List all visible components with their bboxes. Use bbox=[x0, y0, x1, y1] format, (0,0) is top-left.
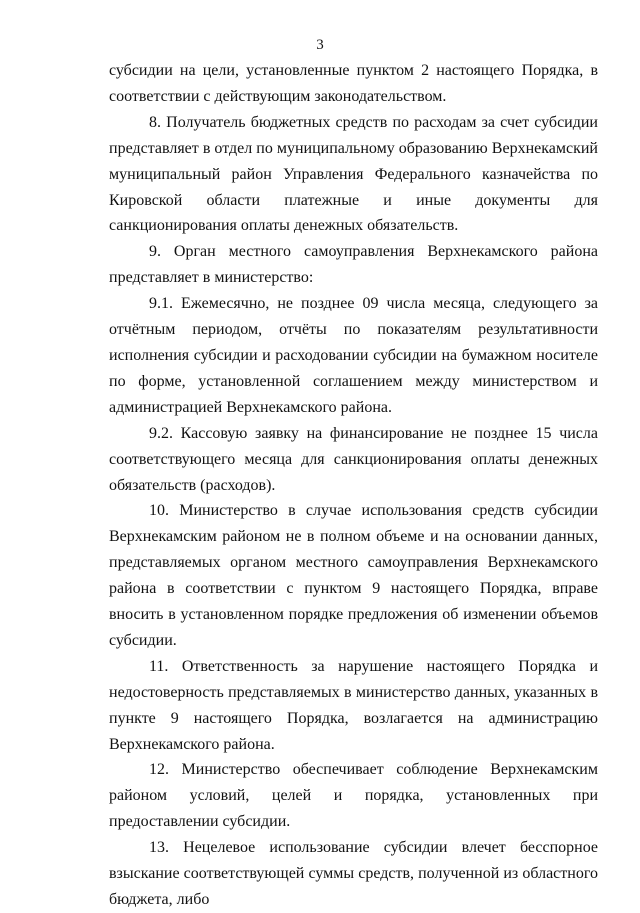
body-text bbox=[109, 58, 598, 913]
paragraph-item-11: 11. Ответственность за нарушение настоящего Порядка и недостоверность представляемых в министерство данных, указанных в пункте 9 настоящего Порядка, возлагается на администрацию Верхнекамского района. bbox=[109, 657, 598, 753]
paragraph-item-8: 8. Получатель бюджетных средств по расходам за счет субсидии представляет в отдел по муниципальному образованию Верхнекамский муниципальный район Управления Федерального казначейства по Кировской области платежные и иные документы для санкционирования оплаты денежных обязательств. bbox=[109, 113, 598, 235]
paragraph-item-9-2: 9.2. Кассовую заявку на финансирование не позднее 15 числа соответствующего месяца для санкционирования оплаты денежных обязательств (расходов). bbox=[109, 424, 598, 494]
page-number: 3 bbox=[316, 37, 324, 53]
paragraph-item-9: 9. Орган местного самоуправления Верхнекамского района представляет в министерство: bbox=[109, 243, 598, 287]
paragraph-continuation: субсидии на цели, установленные пунктом 2 настоящего Порядка, в соответствии с действующим законодательством. bbox=[109, 62, 598, 105]
paragraph-item-12: 12. Министерство обеспечивает соблюдение Верхнекамским районом условий, целей и порядка, установленных при предоставлении субсидии. bbox=[109, 761, 598, 831]
paragraph-item-10: 10. Министерство в случае использования средств субсидии Верхнекамским районом не в полном объеме и на основании данных, представляемых органом местного самоуправления Верхнекамского района в соответствии с пунктом 9 настоящего Порядка, вправе вносить в установленном порядке предложения об изменении объемов субсидии. bbox=[109, 502, 598, 649]
paragraph-item-13: 13. Нецелевое использование субсидии влечет бесспорное взыскание соответствующей суммы средств, полученной из областного бюджета, либо bbox=[109, 839, 598, 908]
paragraph-item-9-1: 9.1. Ежемесячно, не позднее 09 числа месяца, следующего за отчётным периодом, отчёты по показателям результативности исполнения субсидии и расходовании субсидии на бумажном носителе по форме, установленной соглашением между министерством и администрацией Верхнекамского района. bbox=[109, 295, 598, 416]
